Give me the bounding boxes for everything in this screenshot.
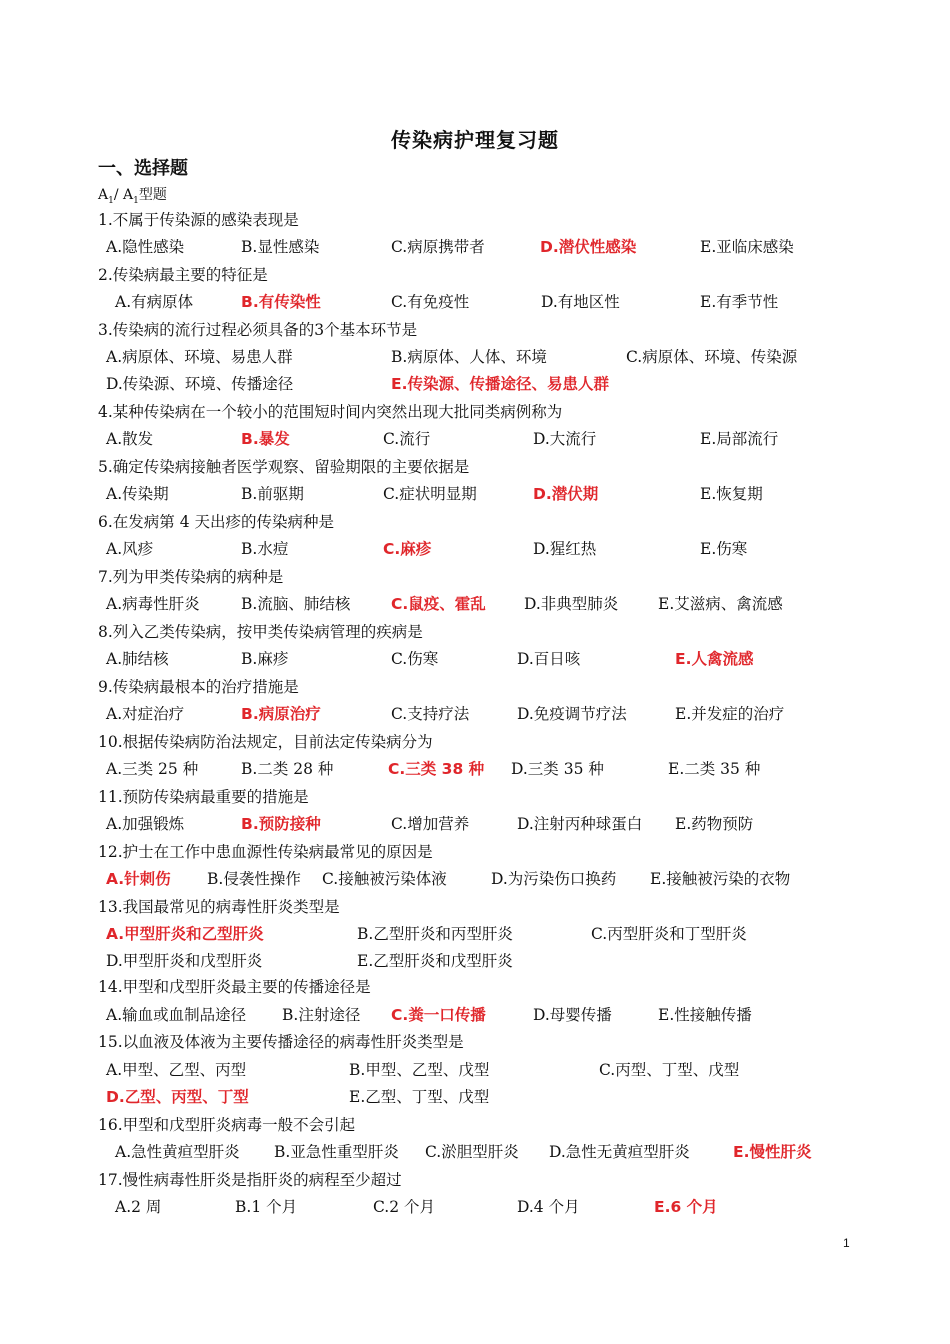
answer-option: D.为污染伤口换药: [491, 870, 617, 888]
answer-option: C.有免疫性: [391, 293, 470, 311]
answer-option: C.支持疗法: [391, 705, 470, 723]
answer-option-correct: E.6 个月: [654, 1198, 718, 1216]
answer-option: A.加强锻炼: [106, 815, 185, 833]
answer-option: B.二类 28 种: [241, 760, 334, 778]
answer-option: D.三类 35 种: [511, 760, 604, 778]
answer-option: C.伤寒: [391, 650, 439, 668]
answer-option: D.急性无黄疸型肝炎: [549, 1143, 690, 1161]
answer-option: A.急性黄疸型肝炎: [115, 1143, 240, 1161]
answer-option: C.流行: [383, 430, 431, 448]
answer-option: E.亚临床感染: [700, 238, 794, 256]
answer-option: B.甲型、乙型、戊型: [349, 1061, 490, 1079]
answer-option: B.1 个月: [235, 1198, 298, 1216]
answer-option-correct: D.潜伏期: [533, 485, 599, 503]
question-stem: 14.甲型和戊型肝炎最主要的传播途径是: [98, 978, 371, 996]
qtype-sub2: 1: [133, 195, 139, 206]
answer-option: E.乙型、丁型、戊型: [349, 1088, 490, 1106]
answer-option: A.输血或血制品途径: [106, 1006, 247, 1024]
qtype-a2: / A: [113, 187, 134, 203]
answer-option: E.乙型肝炎和戊型肝炎: [357, 952, 513, 970]
answer-option: A.三类 25 种: [106, 760, 199, 778]
answer-option: D.非典型肺炎: [524, 595, 619, 613]
answer-option-correct: B.预防接种: [241, 815, 321, 833]
answer-option: B.注射途径: [282, 1006, 361, 1024]
qtype-sub1: 1: [108, 195, 114, 206]
answer-option: A.隐性感染: [106, 238, 185, 256]
question-stem: 16.甲型和戊型肝炎病毒一般不会引起: [98, 1116, 356, 1134]
answer-option-correct: D.潜伏性感染: [540, 238, 637, 256]
answer-option: A.对症治疗: [106, 705, 185, 723]
question-stem: 11.预防传染病最重要的措施是: [98, 788, 309, 806]
answer-option: E.恢复期: [700, 485, 763, 503]
answer-option-correct: A.针刺伤: [106, 870, 171, 888]
answer-option: A.传染期: [106, 485, 169, 503]
answer-option: B.乙型肝炎和丙型肝炎: [357, 925, 513, 943]
answer-option: B.麻疹: [241, 650, 289, 668]
answer-option: B.病原体、人体、环境: [391, 348, 547, 366]
question-stem: 4.某种传染病在一个较小的范围短时间内突然出现大批同类病例称为: [98, 403, 563, 421]
section-heading: 一、选择题: [98, 158, 188, 179]
answer-option: D.甲型肝炎和戊型肝炎: [106, 952, 263, 970]
answer-option: E.有季节性: [700, 293, 779, 311]
answer-option: D.猩红热: [533, 540, 597, 558]
answer-option: E.性接触传播: [658, 1006, 752, 1024]
question-stem: 17.慢性病毒性肝炎是指肝炎的病程至少超过: [98, 1171, 402, 1189]
answer-option: C.症状明显期: [383, 485, 477, 503]
question-stem: 15.以血液及体液为主要传播途径的病毒性肝炎类型是: [98, 1033, 464, 1051]
answer-option: D.传染源、环境、传播途径: [106, 375, 294, 393]
answer-option: D.大流行: [533, 430, 597, 448]
answer-option: B.显性感染: [241, 238, 320, 256]
question-stem: 9.传染病最根本的治疗措施是: [98, 678, 299, 696]
question-stem: 8.列入乙类传染病，按甲类传染病管理的疾病是: [98, 623, 423, 641]
answer-option: E.并发症的治疗: [675, 705, 785, 723]
answer-option-correct: E.传染源、传播途径、易患人群: [391, 375, 609, 393]
question-stem: 3.传染病的流行过程必须具备的3个基本环节是: [98, 321, 418, 339]
answer-option: A.病原体、环境、易患人群: [106, 348, 293, 366]
answer-option: E.艾滋病、禽流感: [658, 595, 783, 613]
answer-option-correct: B.病原治疗: [241, 705, 321, 723]
qtype-a1: A: [98, 187, 109, 203]
answer-option: C.淤胆型肝炎: [425, 1143, 519, 1161]
question-stem: 6.在发病第 4 天出疹的传染病种是: [98, 513, 335, 531]
question-stem: 13.我国最常见的病毒性肝炎类型是: [98, 898, 340, 916]
answer-option: B.侵袭性操作: [207, 870, 301, 888]
answer-option-correct: E.慢性肝炎: [733, 1143, 812, 1161]
question-type-label: [98, 184, 167, 206]
answer-option: C.病原携带者: [391, 238, 485, 256]
page-number: 1: [843, 1236, 850, 1250]
answer-option: B.流脑、肺结核: [241, 595, 351, 613]
question-stem: 10.根据传染病防治法规定，目前法定传染病分为: [98, 733, 433, 751]
answer-option-correct: D.乙型、丙型、丁型: [106, 1088, 249, 1106]
answer-option-correct: C.麻疹: [383, 540, 432, 558]
answer-option: C.接触被污染体液: [322, 870, 447, 888]
answer-option-correct: C.鼠疫、霍乱: [391, 595, 486, 613]
answer-option: A.有病原体: [115, 293, 194, 311]
answer-option: E.局部流行: [700, 430, 779, 448]
question-stem: 5.确定传染病接触者医学观察、留验期限的主要依据是: [98, 458, 470, 476]
answer-option: A.甲型、乙型、丙型: [106, 1061, 247, 1079]
answer-option-correct: C.三类 38 种: [388, 760, 485, 778]
answer-option: B.水痘: [241, 540, 289, 558]
answer-option: A.散发: [106, 430, 154, 448]
answer-option: A.病毒性肝炎: [106, 595, 200, 613]
answer-option-correct: A.甲型肝炎和乙型肝炎: [106, 925, 264, 943]
question-stem: 7.列为甲类传染病的病种是: [98, 568, 284, 586]
question-stem: 12.护士在工作中患血源性传染病最常见的原因是: [98, 843, 433, 861]
qtype-suffix: 型题: [138, 187, 167, 203]
page-title: 传染病护理复习题: [391, 128, 559, 152]
answer-option: D.免疫调节疗法: [517, 705, 627, 723]
answer-option: D.母婴传播: [533, 1006, 612, 1024]
answer-option: D.百日咳: [517, 650, 581, 668]
answer-option: C.丙型、丁型、戊型: [599, 1061, 740, 1079]
answer-option: C.增加营养: [391, 815, 470, 833]
answer-option: B.亚急性重型肝炎: [274, 1143, 399, 1161]
answer-option: C.2 个月: [373, 1198, 436, 1216]
answer-option: C.丙型肝炎和丁型肝炎: [591, 925, 747, 943]
question-stem: 2.传染病最主要的特征是: [98, 266, 268, 284]
answer-option-correct: E.人禽流感: [675, 650, 754, 668]
answer-option: E.二类 35 种: [668, 760, 761, 778]
answer-option: A.2 周: [115, 1198, 162, 1216]
answer-option-correct: B.有传染性: [241, 293, 321, 311]
answer-option: D.4 个月: [517, 1198, 580, 1216]
answer-option: D.有地区性: [541, 293, 620, 311]
question-stem: 1.不属于传染源的感染表现是: [98, 211, 299, 229]
answer-option: A.肺结核: [106, 650, 169, 668]
answer-option: B.前驱期: [241, 485, 304, 503]
answer-option: E.接触被污染的衣物: [650, 870, 791, 888]
answer-option-correct: B.暴发: [241, 430, 290, 448]
answer-option: C.病原体、环境、传染源: [626, 348, 798, 366]
answer-option: A.风疹: [106, 540, 154, 558]
answer-option: D.注射丙种球蛋白: [517, 815, 643, 833]
answer-option: E.伤寒: [700, 540, 748, 558]
answer-option-correct: C.粪一口传播: [391, 1006, 486, 1024]
answer-option: E.药物预防: [675, 815, 754, 833]
